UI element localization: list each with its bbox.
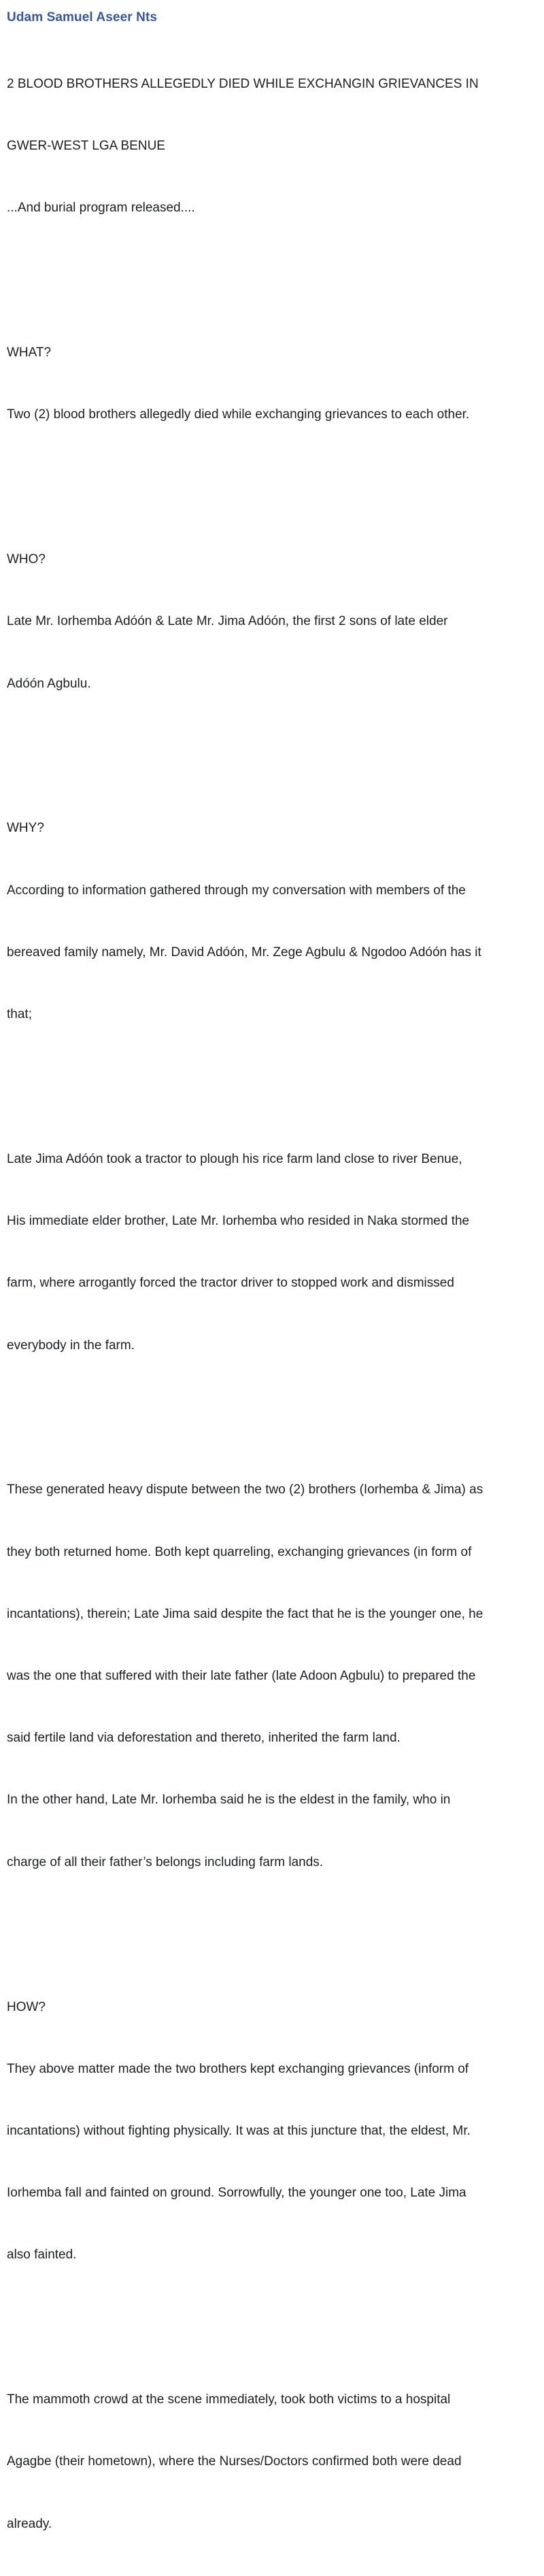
dispute-text-line: said fertile land via deforestation and thereto, inherited the farm land. bbox=[7, 1731, 401, 1746]
farm-text-line: Late Jima Adóón took a tractor to plough his rice farm land close to river Benue, bbox=[7, 1151, 462, 1166]
what-heading: WHAT? bbox=[7, 345, 52, 360]
paragraph-gap bbox=[7, 281, 537, 301]
farm-text-line: everybody in the farm. bbox=[7, 1338, 135, 1353]
dispute-text-line: These generated heavy dispute between the two (2) brothers (Iorhemba & Jima) as bbox=[7, 1482, 483, 1497]
who-text-line: Adóón Agbulu. bbox=[7, 676, 91, 691]
dispute-text-line: charge of all their father’s belongs including farm lands. bbox=[7, 1854, 324, 1869]
who-heading: WHO? bbox=[7, 552, 46, 567]
dispute-text-line: incantations), therein; Late Jima said despite the fact that he is the younger one, he bbox=[7, 1606, 483, 1621]
paragraph-gap bbox=[7, 488, 537, 508]
who-text-line: Late Mr. Iorhemba Adóón & Late Mr. Jima Adóón, the first 2 sons of late elder bbox=[7, 614, 448, 629]
paragraph-gap bbox=[7, 1418, 537, 1438]
why-heading: WHY? bbox=[7, 821, 44, 836]
paragraph-gap bbox=[7, 756, 537, 777]
why-text-line: that; bbox=[7, 1007, 32, 1022]
farm-text-line: farm, where arrogantly forced the tractor driver to stopped work and dismissed bbox=[7, 1276, 454, 1291]
author-name-link[interactable]: Udam Samuel Aseer Nts bbox=[7, 10, 158, 24]
how-text-line: incantations) without fighting physically. It was at this juncture that, the eldest, Mr. bbox=[7, 2123, 471, 2138]
subline: ...And burial program released.... bbox=[7, 201, 195, 216]
how-text-line: also fainted. bbox=[7, 2248, 77, 2263]
crowd-text-line: The mammoth crowd at the scene immediately, took both victims to a hospital bbox=[7, 2392, 451, 2407]
post-body bbox=[7, 33, 537, 2576]
how-heading: HOW? bbox=[7, 1999, 46, 2014]
crowd-text-line: already. bbox=[7, 2516, 52, 2531]
what-text: Two (2) blood brothers allegedly died while exchanging grievances to each other. bbox=[7, 407, 470, 422]
farm-text-line: His immediate elder brother, Late Mr. Iorhemba who resided in Naka stormed the bbox=[7, 1214, 470, 1229]
how-text-line: Iorhemba fall and fainted on ground. Sorrowfully, the younger one too, Late Jima bbox=[7, 2186, 466, 2201]
crowd-text-line: Agagbe (their hometown), where the Nurses/Doctors confirmed both were dead bbox=[7, 2454, 462, 2469]
headline-line: 2 BLOOD BROTHERS ALLEGEDLY DIED WHILE EXCHANGIN GRIEVANCES IN bbox=[7, 76, 479, 91]
why-text-line: According to information gathered through my conversation with members of the bbox=[7, 883, 466, 898]
headline-line: GWER-WEST LGA BENUE bbox=[7, 139, 165, 154]
why-text-line: bereaved family namely, Mr. David Adóón, Mr. Zege Agbulu & Ngodoo Adóón has it bbox=[7, 945, 481, 960]
dispute-text-line: In the other hand, Late Mr. Iorhemba said he is the eldest in the family, who in bbox=[7, 1793, 451, 1808]
paragraph-gap bbox=[7, 2328, 537, 2348]
how-text-line: They above matter made the two brothers kept exchanging grievances (inform of bbox=[7, 2061, 469, 2076]
paragraph-gap bbox=[7, 1087, 537, 1108]
paragraph-gap bbox=[7, 1935, 537, 1955]
dispute-text-line: was the one that suffered with their late father (late Adoon Agbulu) to prepared the bbox=[7, 1669, 476, 1684]
dispute-text-line: they both returned home. Both kept quarreling, exchanging grievances (in form of bbox=[7, 1544, 472, 1559]
